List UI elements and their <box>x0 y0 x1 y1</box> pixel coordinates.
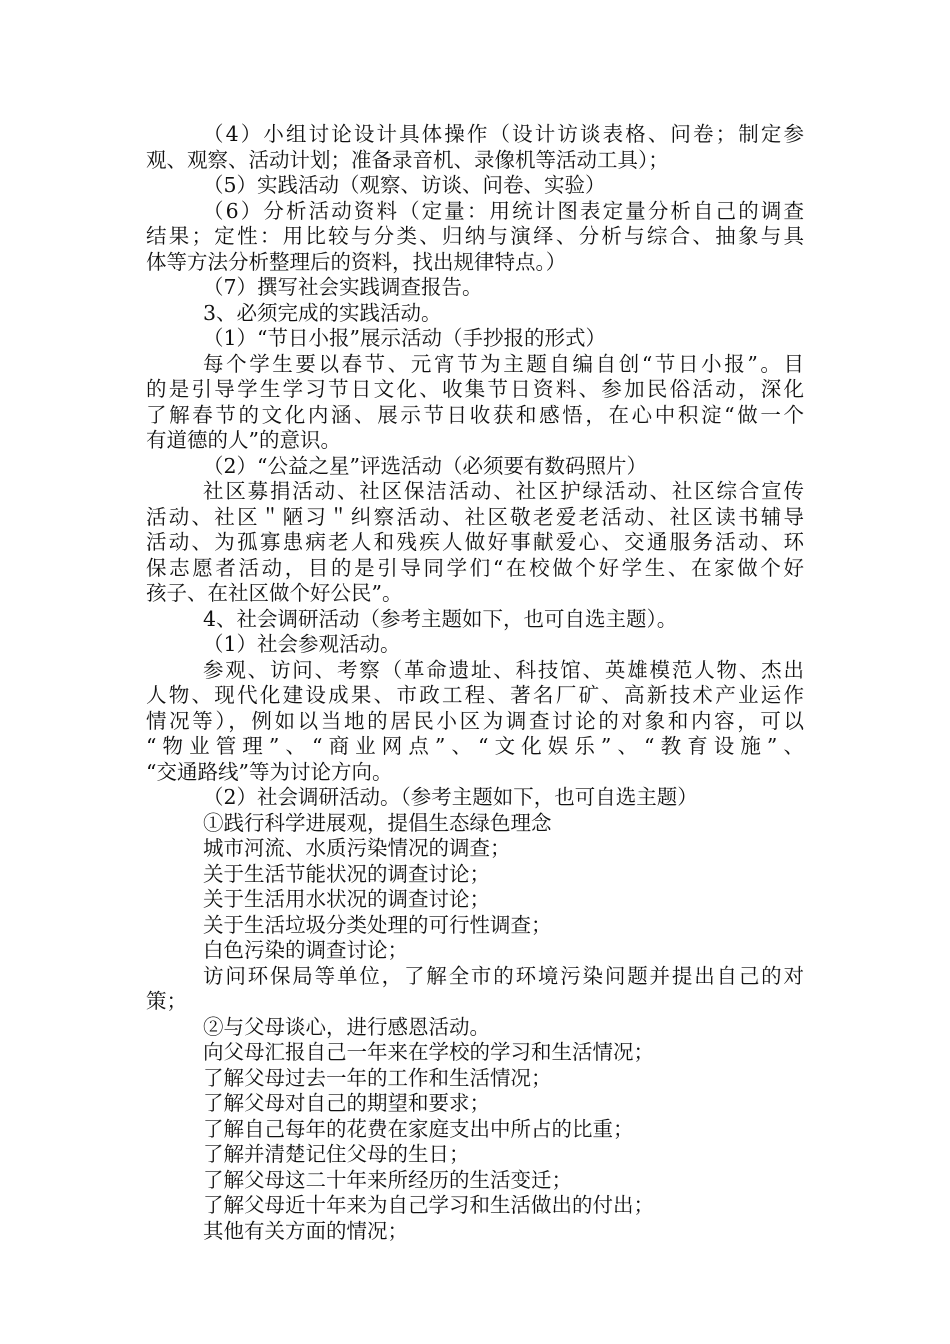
text-line: 的是引导学生学习节日文化、收集节日资料、参加民俗活动，深化 <box>146 377 804 401</box>
text-line: 关于生活节能状况的调查讨论； <box>203 861 490 886</box>
document-page <box>146 122 804 1244</box>
text-line: 城市河流、水质污染情况的调查； <box>203 836 511 860</box>
text-line: 活动、为孤寡患病老人和残疾人做好事献爱心、交通服务活动、环 <box>146 530 804 554</box>
text-line: ①践行科学进展观，提倡生态绿色理念 <box>203 810 552 835</box>
text-line: （1）“节日小报”展示活动（手抄报的形式） <box>203 326 607 350</box>
text-line: ②与父母谈心，进行感恩活动。 <box>203 1014 490 1039</box>
text-line: “交通路线”等为讨论方向。 <box>146 759 393 784</box>
text-line: （2）“公益之星”评选活动（必须要有数码照片） <box>203 453 648 478</box>
text-line: 了解自己每年的花费在家庭支出中所占的比重； <box>203 1116 634 1141</box>
text-line: 有道德的人”的意识。 <box>146 428 341 452</box>
text-line: 人物、现代化建设成果、市政工程、著名厂矿、高新技术产业运作 <box>146 683 804 707</box>
text-line: 向父母汇报自己一年来在学校的学习和生活情况； <box>203 1040 654 1064</box>
text-line: 结果；定性：用比较与分类、归纳与演绎、分析与综合、抽象与具 <box>146 224 804 248</box>
text-line: 了解并清楚记住父母的生日； <box>203 1142 470 1166</box>
text-line: 了解春节的文化内涵、展示节日收获和感悟，在心中积淀“做一个 <box>146 402 804 427</box>
text-line: 白色污染的调查讨论； <box>203 938 408 962</box>
text-line: （7）撰写社会实践调查报告。 <box>203 275 483 299</box>
text-line: （6）分析活动资料（定量：用统计图表定量分析自己的调查 <box>203 198 804 223</box>
text-line: 参观、访问、考察（革命遗址、科技馆、英雄模范人物、杰出 <box>203 657 804 682</box>
text-line: 了解父母对自己的期望和要求； <box>203 1091 490 1115</box>
text-line: 情况等），例如以当地的居民小区为调查讨论的对象和内容，可以 <box>146 708 804 733</box>
text-line: （5）实践活动（观察、访谈、问卷、实验） <box>203 173 606 197</box>
text-line: 了解父母近十年来为自己学习和生活做出的付出； <box>203 1193 654 1217</box>
text-line: 社区募捐活动、社区保洁活动、社区护绿活动、社区综合宣传 <box>203 479 804 503</box>
text-line: 观、观察、活动计划；准备录音机、录像机等活动工具）； <box>146 147 669 172</box>
text-line: 关于生活用水状况的调查讨论； <box>203 887 490 911</box>
text-line: 了解父母过去一年的工作和生活情况； <box>203 1065 552 1090</box>
text-line: 3、必须完成的实践活动。 <box>203 300 442 325</box>
text-line: 关于生活垃圾分类处理的可行性调查； <box>203 912 552 937</box>
text-line: 了解父母这二十年来所经历的生活变迁； <box>203 1167 572 1192</box>
text-line: （2）社会调研活动。（参考主题如下，也可自选主题） <box>203 785 698 809</box>
text-line: 活动、社区＂陋习＂纠察活动、社区敬老爱老活动、社区读书辅导 <box>146 504 804 529</box>
text-line: 其他有关方面的情况； <box>203 1218 408 1243</box>
text-line: 访问环保局等单位，了解全市的环境污染问题并提出自己的对 <box>203 963 804 988</box>
text-line: 策； <box>146 989 187 1013</box>
text-line: 孩子、在社区做个好公民”。 <box>146 581 403 605</box>
text-line: （1）社会参观活动。 <box>203 632 401 656</box>
text-line: 保志愿者活动，目的是引导同学们“在校做个好学生、在家做个好 <box>146 555 804 580</box>
text-line: “物业管理”、“商业网点”、“文化娱乐”、“教育设施”、 <box>146 734 804 758</box>
text-line: 每个学生要以春节、元宵节为主题自编自创“节日小报”。目 <box>203 351 804 376</box>
text-line: （4）小组讨论设计具体操作（设计访谈表格、问卷；制定参 <box>203 122 804 146</box>
text-line: 体等方法分析整理后的资料，找出规律特点。） <box>146 249 567 274</box>
text-line: 4、社会调研活动（参考主题如下，也可自选主题）。 <box>203 606 678 631</box>
